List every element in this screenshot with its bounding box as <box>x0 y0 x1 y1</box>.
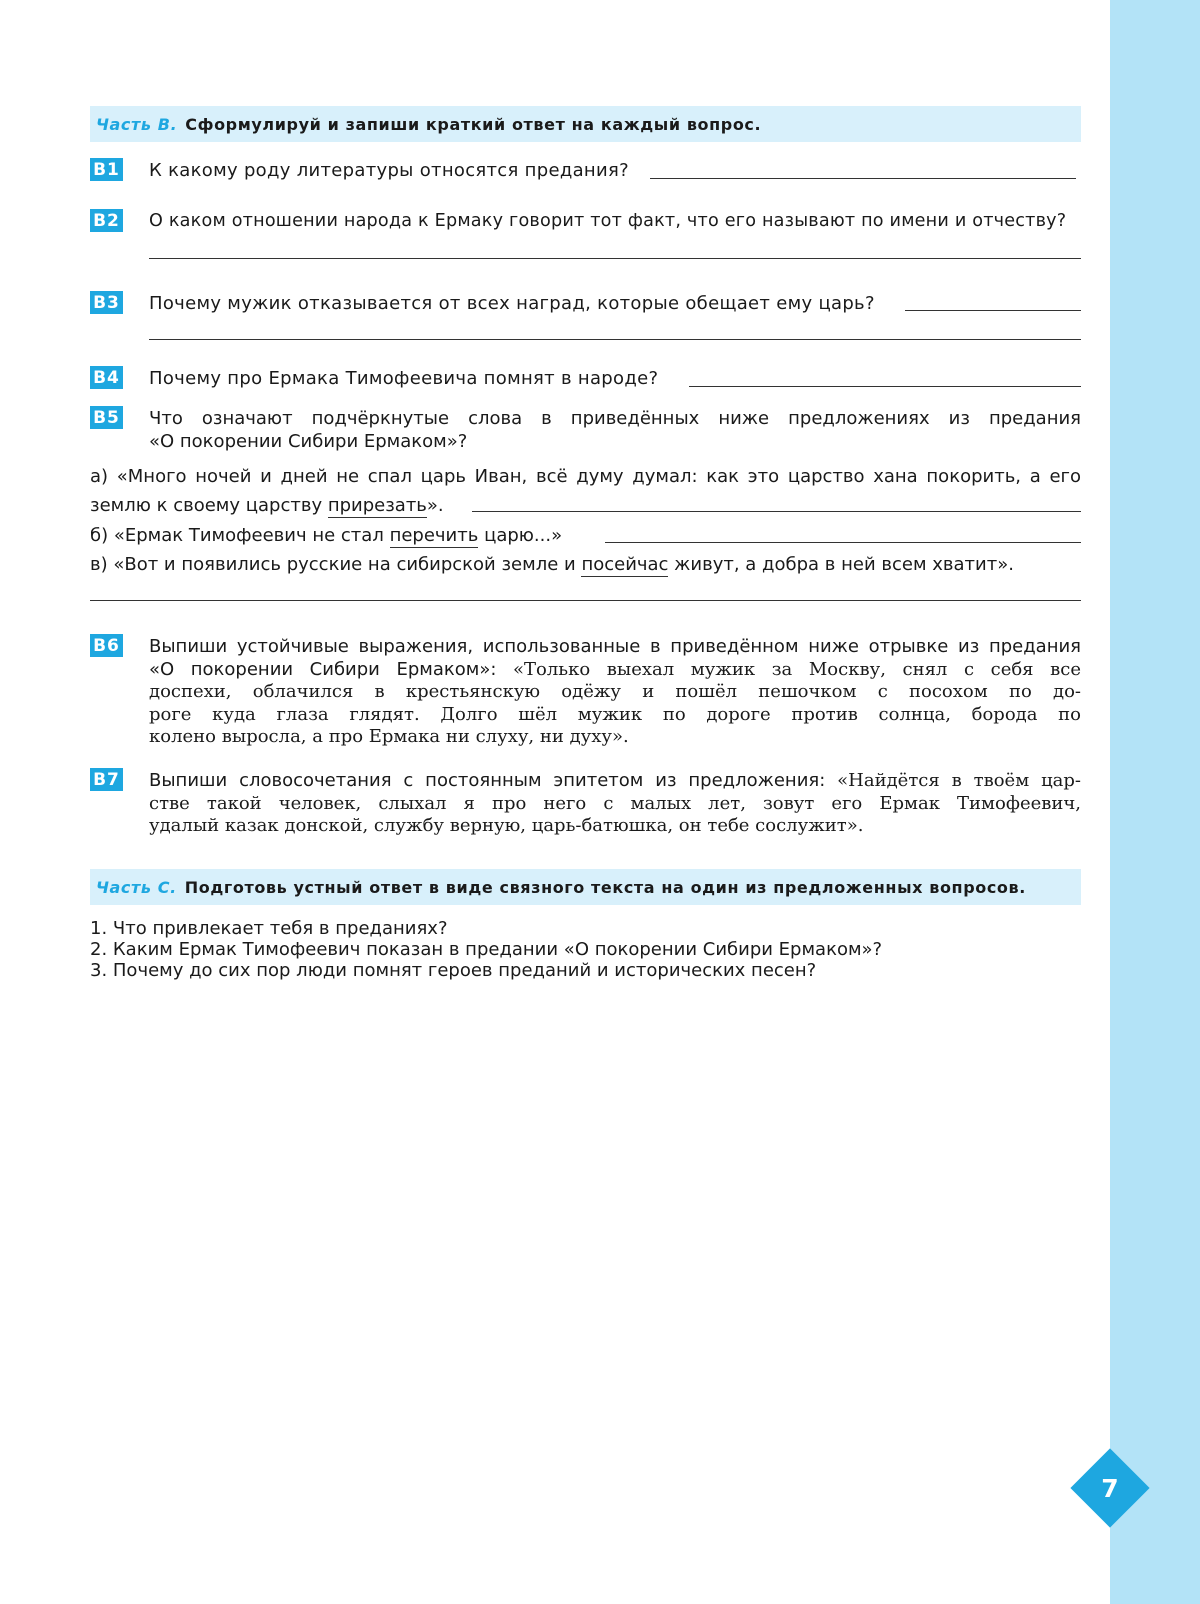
part-c-item-2: 2. Каким Ермак Тимофеевич показан в предании «О покорении Сибири Ермаком»? <box>90 939 883 960</box>
question-badge-b4: B4 <box>90 366 123 389</box>
question-b6-line3: доспехи, облачился в крестьянскую одёжу и пошёл пешочком с посохом по до- <box>149 681 1081 702</box>
question-b7-line2: стве такой человек, слыхал я про него с малых лет, зовут его Ермак Тимофеевич, <box>149 792 1081 814</box>
question-b6-line1: Выпиши устойчивые выражения, использованные в приведённом ниже отрывке из предания <box>149 636 1081 657</box>
answer-line-b1[interactable] <box>650 178 1076 179</box>
b5-item-a-post: ». <box>426 495 444 516</box>
question-badge-b6: B6 <box>90 634 123 657</box>
question-b7-line3: удалый казак донской, службу верную, царь-батюшка, он тебе сослужит». <box>149 815 864 836</box>
b5-item-a-line1: а) «Много ночей и дней не спал царь Иван, всё думу думал: как это царство хана покорить, а его <box>90 466 1081 487</box>
answer-line-b3[interactable] <box>905 310 1081 311</box>
question-b6-line4: роге куда глаза глядят. Долго шёл мужик по дороге против солнца, борода по <box>149 703 1081 725</box>
answer-line-b3-second[interactable] <box>149 339 1081 340</box>
part-b-label: Часть B. <box>96 114 178 134</box>
part-c-question-list <box>90 918 882 981</box>
question-b6-line2-pre: «О покорении Сибири Ермаком»: <box>149 658 513 680</box>
question-b5-line1: Что означают подчёркнутые слова в приведённых ниже предложениях из предания <box>149 408 1081 429</box>
b5-item-c <box>90 554 1014 577</box>
answer-line-b5-c[interactable] <box>90 600 1081 601</box>
question-b6-line2-quote: «Только выехал мужик за Москву, снял с себя все <box>512 658 1081 680</box>
b5-item-c-post: живут, а добра в ней всем хватит». <box>668 554 1014 575</box>
question-b6-line2 <box>149 659 1081 682</box>
question-badge-b3: B3 <box>90 291 123 314</box>
part-c-title: Подготовь устный ответ в виде связного текста на один из предложенных вопросов. <box>184 877 1026 897</box>
part-c-header <box>90 869 1081 905</box>
part-b-title: Сформулируй и запиши краткий ответ на каждый вопрос. <box>185 114 762 134</box>
question-b3-text: Почему мужик отказывается от всех наград, которые обещает ему царь? <box>149 293 875 314</box>
b5-item-b-underlined-word: перечить <box>389 525 479 546</box>
question-b7-line1-quote: «Найдётся в твоём цар- <box>837 770 1081 791</box>
part-c-item-1: 1. Что привлекает тебя в преданиях? <box>90 918 448 939</box>
b5-item-c-underlined-word: посейчас <box>581 554 669 575</box>
answer-line-b5-b[interactable] <box>605 542 1081 543</box>
b5-item-a-line2 <box>90 495 444 518</box>
b5-item-c-pre: в) «Вот и появились русские на сибирской земле и <box>90 554 582 575</box>
b5-item-b-pre: б) «Ермак Тимофеевич не стал <box>90 525 390 546</box>
question-badge-b1: B1 <box>90 158 123 181</box>
part-c-item-3: 3. Почему до сих пор люди помнят героев преданий и исторических песен? <box>90 960 817 981</box>
question-badge-b2: B2 <box>90 209 123 232</box>
question-b1-text: К какому роду литературы относятся предания? <box>149 160 629 181</box>
answer-line-b2[interactable] <box>149 258 1081 259</box>
side-margin-band <box>1110 0 1200 1604</box>
question-b4-text: Почему про Ермака Тимофеевича помнят в народе? <box>149 368 659 389</box>
question-b7-line1 <box>149 770 1081 793</box>
part-b-header <box>90 106 1081 142</box>
b5-item-a-underlined-word: прирезать <box>327 495 427 516</box>
question-b5-text <box>149 408 1081 453</box>
question-b7-line1-pre: Выпиши словосочетания с постоянным эпитетом из предложения: <box>149 770 838 791</box>
b5-item-b <box>90 525 562 548</box>
b5-item-a-pre: землю к своему царству <box>90 495 328 516</box>
page-number: 7 <box>1101 1473 1119 1503</box>
answer-line-b4[interactable] <box>689 386 1081 387</box>
answer-line-b5-a[interactable] <box>472 511 1081 512</box>
question-b7-text <box>149 770 1081 838</box>
question-b5-line2: «О покорении Сибири Ермаком»? <box>149 430 468 452</box>
question-badge-b5: B5 <box>90 406 123 429</box>
b5-item-b-post: царю...» <box>478 525 563 546</box>
question-b6-text <box>149 636 1081 749</box>
question-b6-line5: колено выросла, а про Ермака ни слуху, ни духу». <box>149 726 629 747</box>
question-badge-b7: B7 <box>90 768 123 791</box>
part-c-label: Часть C. <box>96 877 177 897</box>
question-b2-text: О каком отношении народа к Ермаку говорит тот факт, что его называют по имени и отчеству? <box>149 211 1067 231</box>
